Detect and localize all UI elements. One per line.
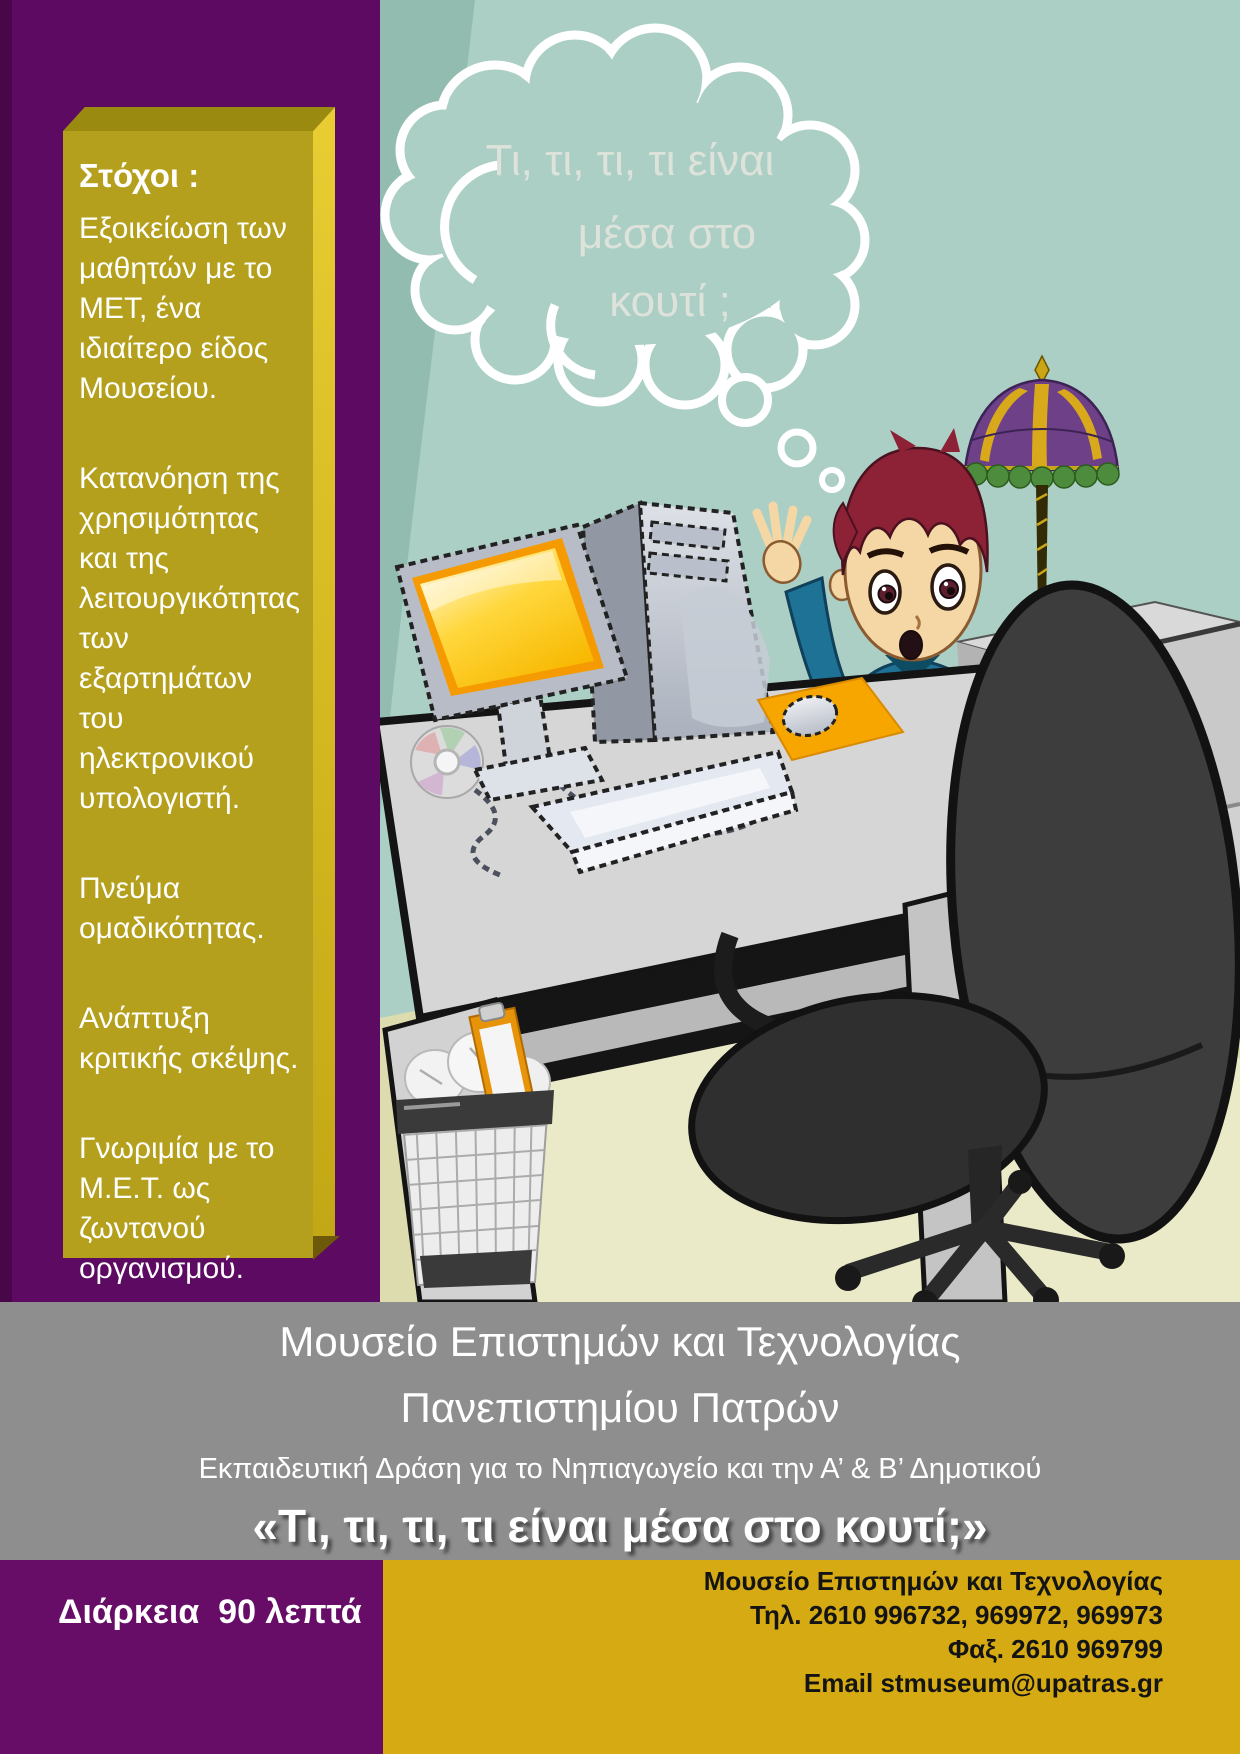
bubble-text-line3: κουτί ; [609, 277, 731, 326]
contact-info [704, 1564, 1163, 1700]
duration-text: Διάρκεια 90 λεπτά [58, 1593, 362, 1631]
illustration-boy-at-computer [380, 0, 1240, 1302]
mouth-open [900, 631, 922, 659]
goal-item: Ανάπτυξη κριτικής σκέψης. [79, 1002, 299, 1075]
footer-duration-block [0, 1560, 383, 1754]
goal-item: Πνεύμα ομαδικότητας. [79, 872, 265, 945]
goal-item: Κατανόηση της χρησιμότητας και της λειτουργικότητας των εξαρτημάτων του ηλεκτρονικού υπολογιστή. [79, 462, 300, 815]
sidebar [0, 0, 380, 1302]
footer-contact-block [383, 1560, 1240, 1754]
museum-title-line1: Μουσείο Επιστημών και Τεχνολογίας [279, 1318, 961, 1365]
goal-item: Γνωριμία με το Μ.Ε.Τ. ως ζωντανού οργανισμού. [79, 1132, 275, 1285]
cd-disc [411, 726, 483, 798]
museum-title-line2: Πανεπιστημίου Πατρών [400, 1384, 840, 1431]
activity-title: «Τι, τι, τι, τι είναι μέσα στο κουτί;» [252, 1500, 988, 1552]
contact-email: Email stmuseum@upatras.gr [803, 1668, 1163, 1698]
banner-subtitle: Εκπαιδευτική Δράση για το Νηπιαγωγείο και την Α’ & Β’ Δημοτικού [198, 1453, 1042, 1485]
goals-box-shadow-fold [313, 1236, 340, 1260]
goals-box [63, 131, 313, 1285]
goal-item: Εξοικείωση των μαθητών με το ΜΕΤ, ένα ιδιαίτερο είδος Μουσείου. [79, 212, 287, 405]
sidebar-edge-strip [0, 0, 12, 1302]
bubble-text-line1: Τι, τι, τι, τι είναι [485, 136, 775, 185]
banner [0, 1302, 1240, 1560]
contact-fax: Φαξ. 2610 969799 [947, 1634, 1163, 1664]
goals-box-top-face [63, 107, 335, 131]
contact-phone: Τηλ. 2610 996732, 969972, 969973 [750, 1600, 1163, 1630]
bubble-text-line2: μέσα στο [577, 209, 757, 258]
goals-box-side-face [313, 107, 335, 1258]
goals-heading: Στόχοι : [79, 157, 200, 194]
contact-name: Μουσείο Επιστημών και Τεχνολογίας [703, 1566, 1163, 1596]
